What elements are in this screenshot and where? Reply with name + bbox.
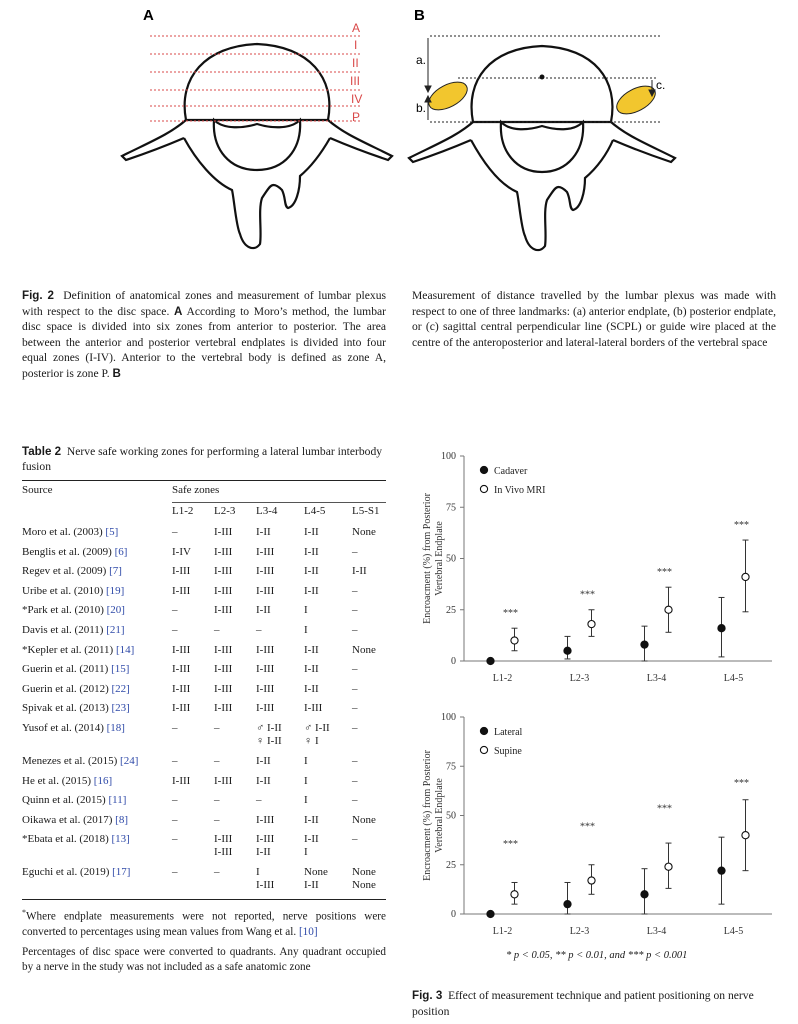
table-row [22, 640, 386, 660]
zone-cell: – [214, 721, 220, 734]
zone-cell: I-II [304, 682, 319, 695]
measure-label-b: b. [416, 101, 427, 115]
source-cell [22, 862, 172, 895]
legend-marker [480, 485, 487, 492]
reference-link[interactable]: [15] [111, 663, 130, 676]
zone-cell: ♂ I-II ♀ I-II [256, 721, 282, 747]
significance-annotation: *** [503, 607, 518, 619]
measure-label-c: c. [656, 78, 666, 92]
zone-cell: None [352, 643, 376, 656]
figure-3-caption [412, 988, 784, 1019]
zone-cell: I-III [256, 663, 275, 676]
table-row [22, 698, 386, 718]
source-cell [22, 581, 172, 601]
source-name: Guerin et al. (2011) [22, 663, 112, 676]
zone-cell: None None [352, 866, 376, 892]
zone-label-a: A [352, 21, 361, 35]
data-point [588, 877, 595, 884]
panel-a-label: A [143, 7, 154, 24]
table-row [22, 679, 386, 699]
zone-cell: I-II [304, 565, 319, 578]
zone-cell: I-III I-III [214, 833, 233, 859]
significance-annotation: *** [657, 803, 672, 815]
footnote-1-reference-link[interactable]: [10] [298, 926, 318, 939]
x-tick-label: L1-2 [492, 673, 513, 684]
zone-cell: – [214, 754, 220, 767]
zone-cell: I-III [256, 643, 275, 656]
zone-cell: I-II [304, 526, 319, 538]
zone-cell: – [214, 813, 220, 826]
source-cell [22, 771, 172, 791]
header-level: L5-S1 [352, 505, 380, 517]
reference-link[interactable]: [14] [115, 643, 135, 656]
zone-cell: – [352, 584, 358, 597]
figure-2-caption-text2: According to Moro’s method, the lumbar disc space is divided into six zones from anterior to posterior. The area between the anterior and posterior vertebral endplates is divided into four equal zones (I-IV). Anterior to the vertebral body is defined as zone A, posterior is zone P. [22, 304, 386, 380]
data-point [742, 573, 749, 580]
data-point [564, 901, 571, 908]
zone-cell: I [304, 754, 308, 767]
source-name: *Park et al. (2010) [22, 604, 107, 617]
table-row [22, 620, 386, 640]
reference-link[interactable]: [17] [112, 866, 131, 879]
zone-cell: I-III [256, 584, 275, 597]
safe-zones-table [22, 480, 386, 895]
source-cell [22, 659, 172, 679]
table-row [22, 790, 386, 810]
source-cell [22, 561, 172, 581]
zone-cell: I-III [214, 643, 233, 656]
zone-cell: – [172, 721, 178, 734]
zone-cell: I I-III [256, 866, 275, 892]
y-tick-label: 100 [441, 712, 456, 723]
zone-cell: – [352, 833, 358, 846]
zone-cell: I-II [256, 774, 271, 787]
zone-cell: I-III [304, 702, 323, 715]
y-tick-label: 0 [451, 909, 456, 920]
source-name: Davis et al. (2011) [22, 623, 107, 636]
source-name: He et al. (2015) [22, 774, 94, 787]
zone-label-iii: III [350, 74, 361, 88]
zone-cell: – [172, 754, 178, 767]
source-name: Eguchi et al. (2019) [22, 866, 113, 879]
source-cell [22, 698, 172, 718]
zone-cell: I-II I [304, 833, 319, 859]
reference-link[interactable]: [16] [93, 774, 113, 787]
zone-cell: I [304, 794, 308, 807]
zone-cell: – [352, 774, 358, 787]
zone-cell: I-III [172, 643, 191, 656]
zone-cell: – [214, 794, 220, 807]
legend-label: Supine [494, 746, 522, 757]
zone-cell: I-III [256, 702, 275, 715]
reference-link[interactable]: [5] [105, 526, 119, 538]
x-tick-label: L4-5 [723, 673, 744, 684]
source-name: Quinn et al. (2015) [22, 794, 109, 807]
reference-link[interactable]: [21] [106, 623, 125, 636]
source-name: *Ebata et al. (2018) [22, 833, 112, 846]
legend-marker [480, 746, 487, 753]
significance-annotation: *** [657, 566, 672, 578]
zone-cell: I-II [256, 754, 271, 767]
source-cell [22, 640, 172, 660]
zone-cell: – [172, 813, 178, 826]
measure-label-a: a. [416, 53, 427, 67]
figure-2-caption-left [22, 288, 386, 382]
table-row [22, 522, 386, 542]
zone-cell: – [352, 794, 358, 807]
zone-cell: I-II [304, 813, 319, 826]
data-point [487, 910, 494, 917]
table-row [22, 581, 386, 601]
source-cell [22, 790, 172, 810]
significance-annotation: *** [503, 839, 518, 851]
zone-cell: – [256, 623, 262, 636]
zone-cell: – [352, 702, 358, 715]
zone-label-ii: II [352, 56, 359, 70]
source-cell [22, 810, 172, 830]
zone-cell: – [352, 754, 358, 767]
y-tick-label: 75 [446, 761, 456, 773]
zone-cell: I-III [214, 682, 233, 695]
legend-marker [480, 727, 487, 734]
legend-label: In Vivo MRI [494, 485, 546, 496]
header-level: L3-4 [256, 505, 278, 517]
reference-link[interactable]: [24] [120, 754, 139, 767]
reference-link[interactable]: [6] [114, 545, 128, 558]
zone-cell: – [256, 794, 262, 807]
zone-label-p: P [352, 110, 361, 124]
zone-label-i: I [354, 38, 358, 52]
legend-label: Lateral [494, 727, 523, 738]
figure-2-caption-right [412, 288, 776, 350]
zone-cell: – [352, 604, 358, 617]
zone-cell: – [172, 604, 178, 617]
significance-annotation: *** [580, 821, 595, 833]
zone-cell: I-II [352, 565, 367, 578]
source-name: Regev et al. (2009) [22, 565, 110, 578]
table-row [22, 542, 386, 562]
reference-link[interactable]: [20] [106, 604, 125, 617]
y-tick-label: 50 [446, 553, 456, 565]
chart-cadaver-vs-mri [412, 448, 792, 700]
figure-3-caption-text: Effect of measurement technique and patient positioning on nerve position [412, 989, 754, 1018]
table-2-title-block [22, 444, 386, 474]
right-psoas-ellipse [612, 80, 659, 119]
figure-2-caption-b: B [112, 366, 121, 380]
zone-cell: I-III [172, 774, 191, 787]
data-point [511, 637, 518, 644]
table-row [22, 600, 386, 620]
data-point [665, 863, 672, 870]
zone-cell: – [172, 623, 178, 636]
zone-cell: – [214, 623, 220, 636]
significance-annotation: *** [580, 589, 595, 601]
zone-cell: – [172, 866, 178, 879]
source-name: Guerin et al. (2012) [22, 682, 112, 695]
legend-label: Cadaver [494, 466, 528, 477]
source-cell [22, 751, 172, 771]
significance-annotation: *** [734, 519, 749, 531]
source-cell [22, 829, 172, 862]
zone-cell: I-III [172, 663, 191, 676]
zone-cell: I-III I-II [256, 833, 275, 859]
x-tick-label: L1-2 [492, 926, 513, 937]
significance-note: * p < 0.05, ** p < 0.01, and *** p < 0.001 [506, 950, 688, 961]
data-point [564, 647, 571, 654]
zone-cell: I-III [172, 565, 191, 578]
source-cell [22, 620, 172, 640]
figure-2-caption-lead: Fig. 2 [22, 289, 54, 302]
table-2-title: Nerve safe working zones for performing a lateral lumbar interbody fusion [22, 445, 383, 473]
source-cell [22, 718, 172, 751]
data-point [718, 625, 725, 632]
data-point [641, 641, 648, 648]
zone-cell: – [352, 663, 358, 676]
figure-2-caption-text3: Measurement of distance travelled by the lumbar plexus was made with respect to one of three landmarks: (a) anterior endplate, (b) posterior endplate, or (c) sagittal central perpendicular line (SCPL) or guide wire placed at the centre of the anteroposterior and lateral-lateral borders of the vertebral space [412, 289, 776, 349]
zone-cell: I-III [172, 702, 191, 715]
reference-link[interactable]: [7] [109, 565, 122, 578]
table-2-label: Table 2 [22, 445, 62, 458]
zone-cell: I-III [214, 526, 233, 538]
figure-2-caption-a: A [174, 304, 183, 318]
x-tick-label: L3-4 [646, 926, 667, 937]
reference-link[interactable]: [22] [111, 682, 130, 695]
data-point [641, 891, 648, 898]
data-point [487, 657, 494, 664]
zone-label-iv: IV [351, 92, 363, 106]
zone-cell: – [172, 794, 178, 807]
zone-cell: – [172, 526, 178, 538]
table-row [22, 810, 386, 830]
figure-3-caption-lead: Fig. 3 [412, 989, 443, 1002]
table-footnote-1 [22, 905, 386, 940]
zone-cell: None I-II [304, 866, 328, 892]
chart-lateral-vs-supine [412, 708, 792, 948]
source-name: Yusof et al. (2014) [22, 721, 107, 734]
source-name: Moro et al. (2003) [22, 526, 106, 538]
footnote-2-text: Percentages of disc space were converted to quadrants. Any quadrant occupied by a nerve in the study was not included as a safe anatomic zone [22, 946, 386, 974]
y-tick-label: 50 [446, 810, 456, 822]
source-cell [22, 679, 172, 699]
header-safe-zones: Safe zones [172, 481, 386, 503]
data-point [742, 832, 749, 839]
scpl-dot [540, 75, 545, 80]
x-tick-label: L2-3 [569, 926, 590, 937]
zone-cell: – [352, 682, 358, 695]
left-psoas-ellipse [424, 76, 471, 115]
table-body [22, 522, 386, 895]
zone-cell: – [352, 545, 358, 558]
table-row [22, 659, 386, 679]
panel-b-label: B [414, 7, 425, 24]
zone-cell: – [352, 623, 358, 636]
header-level: L1-2 [172, 505, 194, 517]
source-cell [22, 600, 172, 620]
zone-cell: ♂ I-II ♀ I [304, 721, 330, 747]
header-level: L4-5 [304, 505, 326, 517]
source-name: Menezes et al. (2015) [22, 754, 121, 767]
zone-cell: None [352, 526, 376, 538]
zone-cell: I-III [172, 584, 191, 597]
zone-cell: – [352, 721, 358, 734]
zone-cell: I-III [214, 702, 233, 715]
zone-cell: None [352, 813, 376, 826]
zone-cell: I-III [214, 565, 233, 578]
table-row [22, 771, 386, 791]
data-point [665, 606, 672, 613]
header-source: Source [22, 484, 53, 496]
zone-cell: I-II [304, 663, 319, 676]
source-cell [22, 542, 172, 562]
zone-cell: I [304, 604, 308, 617]
zone-cell: I [304, 623, 308, 636]
zone-cell: I-II [256, 604, 271, 617]
source-name: *Kepler et al. (2011) [22, 643, 116, 656]
zone-cell: I [304, 774, 308, 787]
y-tick-label: 100 [441, 451, 456, 462]
zone-cell: I-III [214, 663, 233, 676]
table-footnote-2 [22, 945, 386, 975]
source-name: Uribe et al. (2010) [22, 584, 106, 597]
reference-link[interactable]: [18] [106, 721, 125, 734]
source-cell [22, 522, 172, 542]
zone-cell: I-III [172, 682, 191, 695]
figure-2-drawings [0, 0, 798, 280]
zone-cell: I-II [304, 584, 319, 597]
y-tick-label: 75 [446, 502, 456, 514]
table-row [22, 718, 386, 751]
source-name: Benglis et al. (2009) [22, 545, 115, 558]
zone-cell: I-III [256, 682, 275, 695]
y-tick-label: 25 [446, 604, 456, 616]
zone-cell: – [172, 833, 178, 846]
data-point [718, 867, 725, 874]
x-tick-label: L2-3 [569, 673, 590, 684]
x-tick-label: L4-5 [723, 926, 744, 937]
reference-link[interactable]: [19] [106, 584, 125, 597]
zone-cell: I-IV [172, 545, 191, 558]
source-name: Spivak et al. (2013) [22, 702, 112, 715]
y-tick-label: 25 [446, 859, 456, 871]
y-tick-label: 0 [451, 656, 456, 667]
reference-link[interactable]: [8] [115, 813, 128, 826]
reference-link[interactable]: [23] [111, 702, 130, 715]
zone-cell: I-II [304, 643, 319, 656]
zone-cell: I-III [214, 774, 233, 787]
x-tick-label: L3-4 [646, 673, 667, 684]
significance-annotation: *** [734, 777, 749, 789]
reference-link[interactable]: [11] [108, 794, 127, 807]
footnote-marker: * [22, 908, 26, 918]
source-name: Oikawa et al. (2017) [22, 813, 116, 826]
reference-link[interactable]: [13] [111, 833, 130, 846]
data-point [588, 621, 595, 628]
table-2 [22, 444, 386, 975]
table-row [22, 751, 386, 771]
footnote-1-text: Where endplate measurements were not reported, nerve positions were converted to percentages using mean values from Wang et al. [22, 911, 386, 939]
table-row [22, 862, 386, 895]
y-axis-label: Encroacment (%) from PosteriorVertebral Endplate [422, 750, 445, 881]
y-axis-label: Encroacment (%) from PosteriorVertebral Endplate [422, 493, 445, 624]
table-row [22, 561, 386, 581]
zone-cell: I-III [256, 813, 275, 826]
zone-cell: I-III [256, 545, 275, 558]
zone-cell: I-II [304, 545, 319, 558]
zone-cell: – [214, 866, 220, 879]
data-point [511, 891, 518, 898]
zone-cell: I-II [256, 526, 271, 538]
zone-cell: I-III [256, 565, 275, 578]
zone-cell: I-III [214, 584, 233, 597]
legend-marker [480, 466, 487, 473]
figure-2-caption-text1: Definition of anatomical zones and measurement of lumbar plexus with respect to the disc space. [22, 289, 387, 318]
zone-cell: I-III [214, 545, 233, 558]
table-row [22, 829, 386, 862]
header-level: L2-3 [214, 505, 236, 517]
zone-cell: I-III [214, 604, 233, 617]
